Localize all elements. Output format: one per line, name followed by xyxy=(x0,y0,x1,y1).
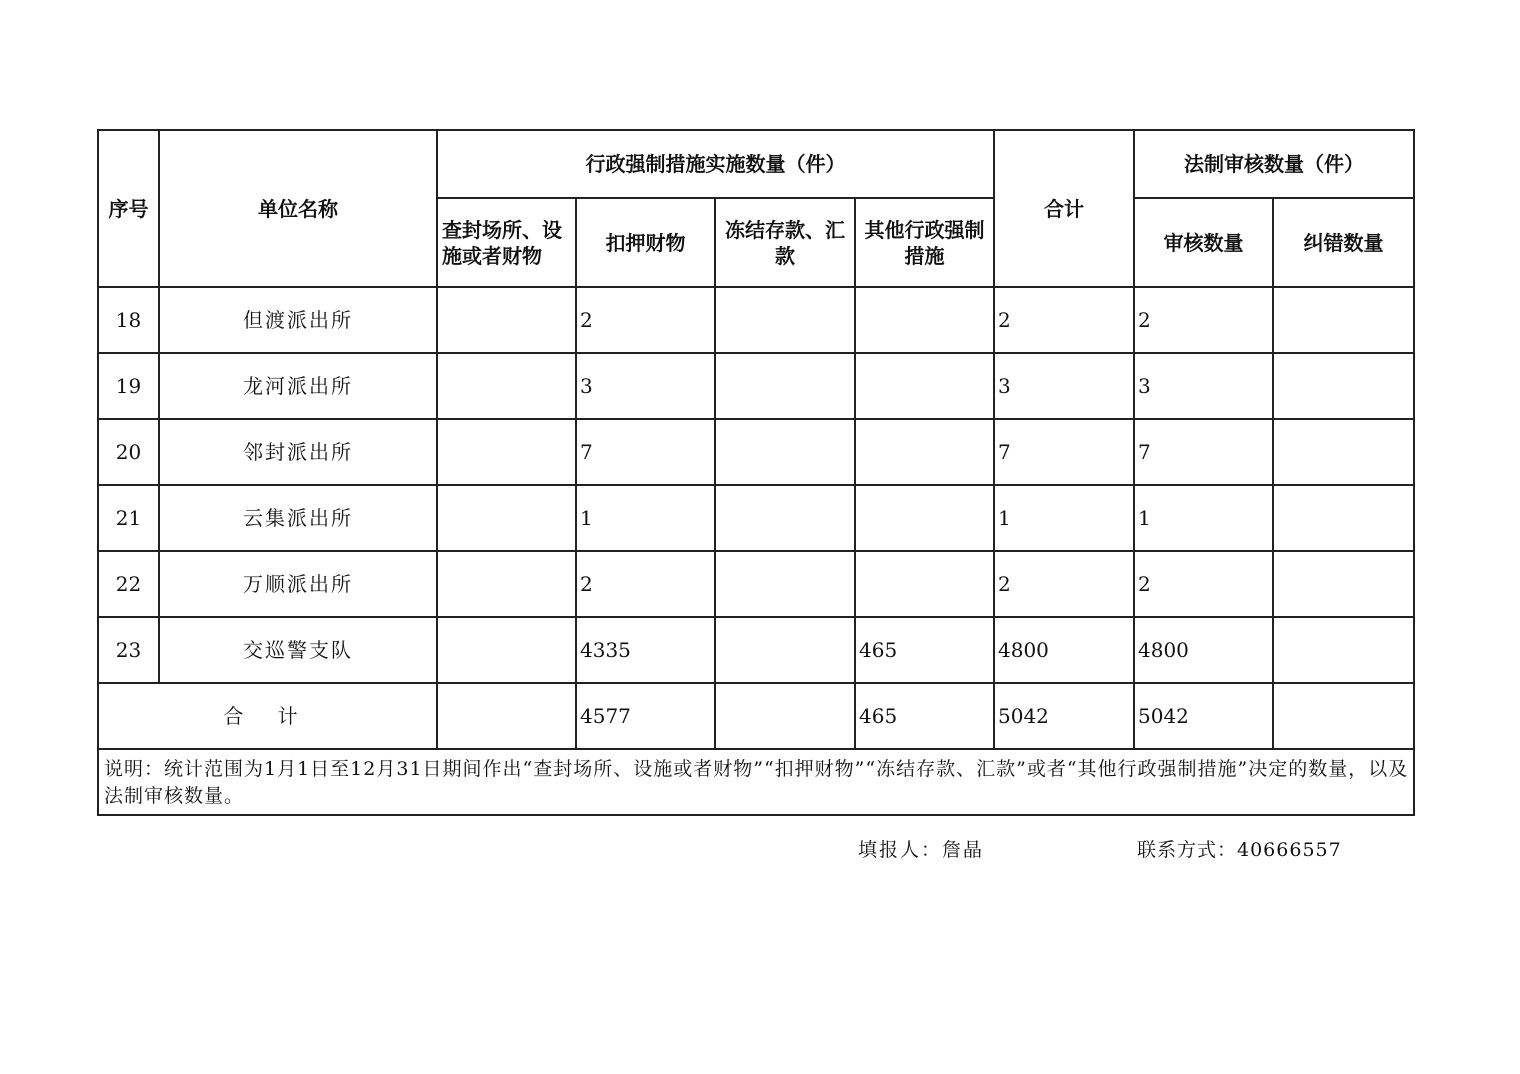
table-row xyxy=(98,617,1414,683)
row-unit: 龙河派出所 xyxy=(159,353,437,419)
row-unit: 云集派出所 xyxy=(159,485,437,551)
row-seal xyxy=(437,419,576,485)
row-seal xyxy=(437,287,576,353)
table-row xyxy=(98,353,1414,419)
row-total: 7 xyxy=(994,419,1134,485)
row-seize: 7 xyxy=(576,419,715,485)
row-freeze xyxy=(715,485,855,551)
totals-other: 465 xyxy=(855,683,994,749)
totals-freeze xyxy=(715,683,855,749)
row-reviewed: 7 xyxy=(1134,419,1273,485)
header-reviewed: 审核数量 xyxy=(1134,198,1273,287)
row-other xyxy=(855,353,994,419)
header-total: 合计 xyxy=(994,130,1134,287)
row-seq: 21 xyxy=(98,485,159,551)
row-seal xyxy=(437,551,576,617)
row-corrected xyxy=(1273,419,1414,485)
row-freeze xyxy=(715,551,855,617)
header-review-group: 法制审核数量（件） xyxy=(1134,130,1414,198)
table-row xyxy=(98,419,1414,485)
row-total: 3 xyxy=(994,353,1134,419)
row-freeze xyxy=(715,419,855,485)
totals-seize: 4577 xyxy=(576,683,715,749)
note-row xyxy=(98,749,1414,815)
row-freeze xyxy=(715,617,855,683)
row-other: 465 xyxy=(855,617,994,683)
header-corrected: 纠错数量 xyxy=(1273,198,1414,287)
header-unit: 单位名称 xyxy=(159,130,437,287)
header-freeze: 冻结存款、汇款 xyxy=(715,198,855,287)
row-seq: 19 xyxy=(98,353,159,419)
row-corrected xyxy=(1273,353,1414,419)
contact-info: 联系方式：40666557 xyxy=(1137,839,1342,861)
row-reviewed: 4800 xyxy=(1134,617,1273,683)
totals-row xyxy=(98,683,1414,749)
row-total: 1 xyxy=(994,485,1134,551)
row-other xyxy=(855,287,994,353)
row-corrected xyxy=(1273,617,1414,683)
row-reviewed: 1 xyxy=(1134,485,1273,551)
row-reviewed: 3 xyxy=(1134,353,1273,419)
enforcement-statistics-table xyxy=(97,129,1415,816)
totals-corrected xyxy=(1273,683,1414,749)
totals-seal xyxy=(437,683,576,749)
table-row xyxy=(98,551,1414,617)
row-total: 2 xyxy=(994,287,1134,353)
row-unit: 但渡派出所 xyxy=(159,287,437,353)
table-row xyxy=(98,287,1414,353)
header-seize: 扣押财物 xyxy=(576,198,715,287)
row-reviewed: 2 xyxy=(1134,551,1273,617)
row-seq: 22 xyxy=(98,551,159,617)
row-corrected xyxy=(1273,551,1414,617)
row-seize: 2 xyxy=(576,551,715,617)
row-corrected xyxy=(1273,485,1414,551)
table-note: 说明：统计范围为1月1日至12月31日期间作出“查封场所、设施或者财物”“扣押财物”“冻结存款、汇款”或者“其他行政强制措施”决定的数量，以及法制审核数量。 xyxy=(98,749,1414,815)
row-unit: 邻封派出所 xyxy=(159,419,437,485)
row-other xyxy=(855,485,994,551)
header-enforcement-group: 行政强制措施实施数量（件） xyxy=(437,130,994,198)
header-other: 其他行政强制措施 xyxy=(855,198,994,287)
table-row xyxy=(98,485,1414,551)
header-row-1 xyxy=(98,130,1414,198)
row-seq: 23 xyxy=(98,617,159,683)
row-unit: 交巡警支队 xyxy=(159,617,437,683)
header-seq: 序号 xyxy=(98,130,159,287)
totals-total: 5042 xyxy=(994,683,1134,749)
row-seal xyxy=(437,617,576,683)
row-freeze xyxy=(715,353,855,419)
row-seize: 4335 xyxy=(576,617,715,683)
header-seal: 查封场所、设施或者财物 xyxy=(437,198,576,287)
row-seq: 20 xyxy=(98,419,159,485)
row-seize: 1 xyxy=(576,485,715,551)
row-seq: 18 xyxy=(98,287,159,353)
row-total: 4800 xyxy=(994,617,1134,683)
row-unit: 万顺派出所 xyxy=(159,551,437,617)
row-seal xyxy=(437,353,576,419)
row-seal xyxy=(437,485,576,551)
filler-name: 填报人：詹晶 xyxy=(858,839,985,861)
row-total: 2 xyxy=(994,551,1134,617)
row-reviewed: 2 xyxy=(1134,287,1273,353)
row-other xyxy=(855,419,994,485)
row-seize: 3 xyxy=(576,353,715,419)
row-other xyxy=(855,551,994,617)
totals-label: 合 计 xyxy=(98,683,437,749)
row-seize: 2 xyxy=(576,287,715,353)
row-freeze xyxy=(715,287,855,353)
row-corrected xyxy=(1273,287,1414,353)
totals-reviewed: 5042 xyxy=(1134,683,1273,749)
